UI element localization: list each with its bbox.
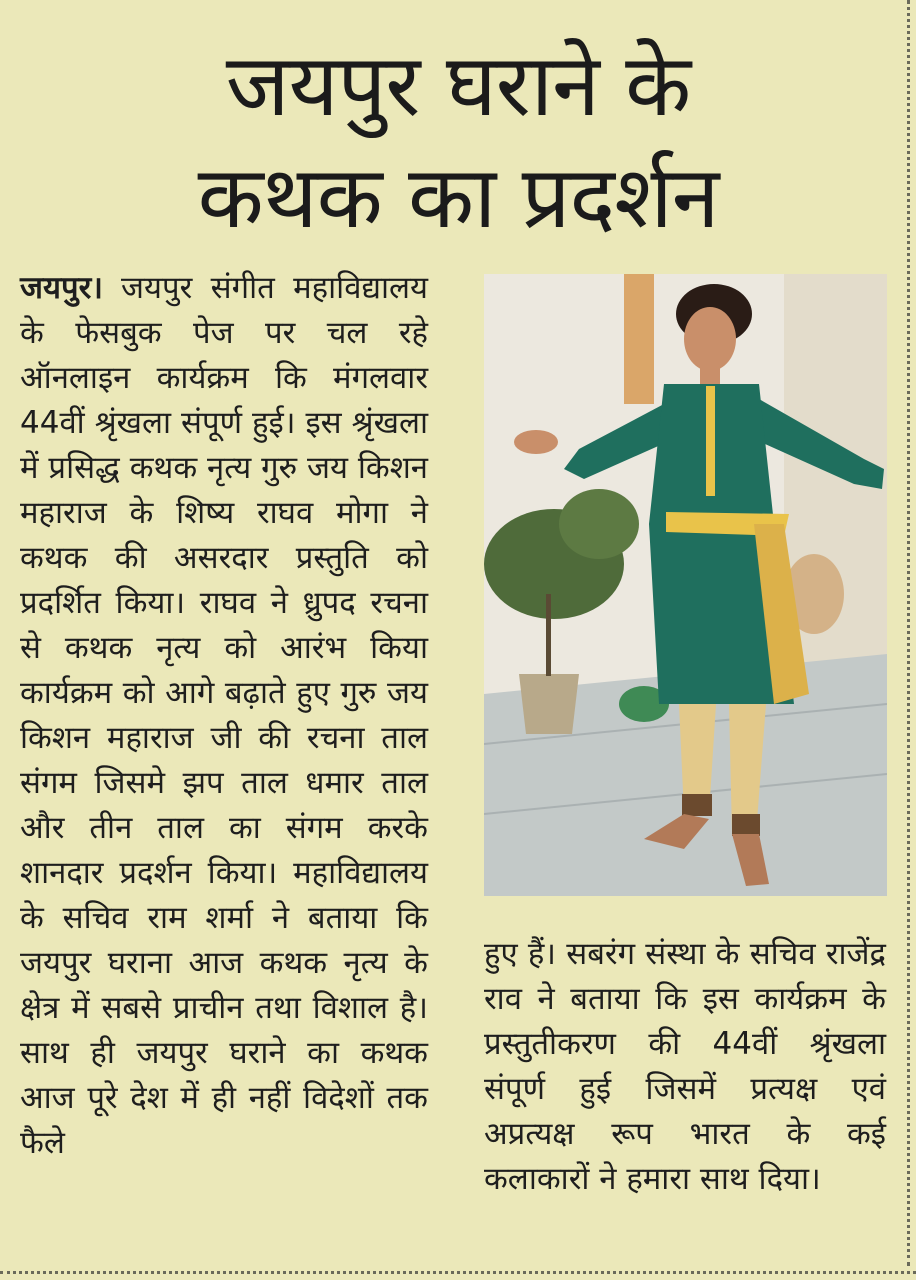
article-column-right [484, 932, 886, 1202]
dancer-kurta-placket [706, 386, 715, 496]
dateline: जयपुर। [20, 270, 104, 306]
dancer-face [684, 307, 736, 371]
dancer-left-ghungroo [682, 794, 712, 816]
dancer-photo-illustration [484, 274, 887, 896]
headline-line-1: जयपुर घराने के [225, 36, 691, 136]
plant-foliage-2 [559, 489, 639, 559]
article-column-left [20, 266, 428, 1166]
dancer-photo [484, 274, 887, 896]
dancer-neck [700, 366, 720, 386]
plant-stem [546, 594, 551, 676]
headline-line-2: कथक का प्रदर्शन [197, 148, 719, 248]
plant-pot [519, 674, 579, 734]
dancer-right-ghungroo [732, 814, 760, 836]
clipping-border-right [907, 0, 910, 1266]
article-paragraph-left [20, 266, 428, 1166]
photo-decor-strip [624, 274, 654, 404]
article-text-left: जयपुर संगीत महाविद्यालय के फेसबुक पेज पर चल रहे ऑनलाइन कार्यक्रम कि मंगलवार 44वीं श्रृंखला संपूर्ण हुई। इस श्रृंखला में प्रसिद्ध कथक नृत्य गुरु जय किशन महाराज के शिष्य राघव मोगा ने कथक की असरदार प्रस्तुति को प्रदर्शित किया। राघव ने ध्रुपद रचना से कथक नृत्य को आरंभ किया कार्यक्रम को आगे बढ़ाते हुए गुरु जय किशन महाराज जी की रचना ताल संगम जिसमे झप ताल धमार ताल और तीन ताल का संगम करके शानदार प्रदर्शन किया। महाविद्यालय के सचिव राम शर्मा ने बताया कि जयपुर घराना आज कथक नृत्य के क्षेत्र में सबसे प्राचीन तथा विशाल है। साथ ही जयपुर घराने का कथक आज पूरे देश में ही नहीं विदेशों तक फैले [20, 270, 428, 1161]
dancer-left-hand [514, 430, 558, 454]
headline [0, 30, 916, 254]
article-text-right: हुए हैं। सबरंग संस्था के सचिव राजेंद्र राव ने बताया कि इस कार्यक्रम के प्रस्तुतीकरण की 44वीं श्रृंखला संपूर्ण हुई जिसमें प्रत्यक्ष एवं अप्रत्यक्ष रूप भारत के कई कलाकारों ने हमारा साथ दिया। [484, 936, 886, 1197]
clipping-border-bottom [0, 1271, 916, 1274]
